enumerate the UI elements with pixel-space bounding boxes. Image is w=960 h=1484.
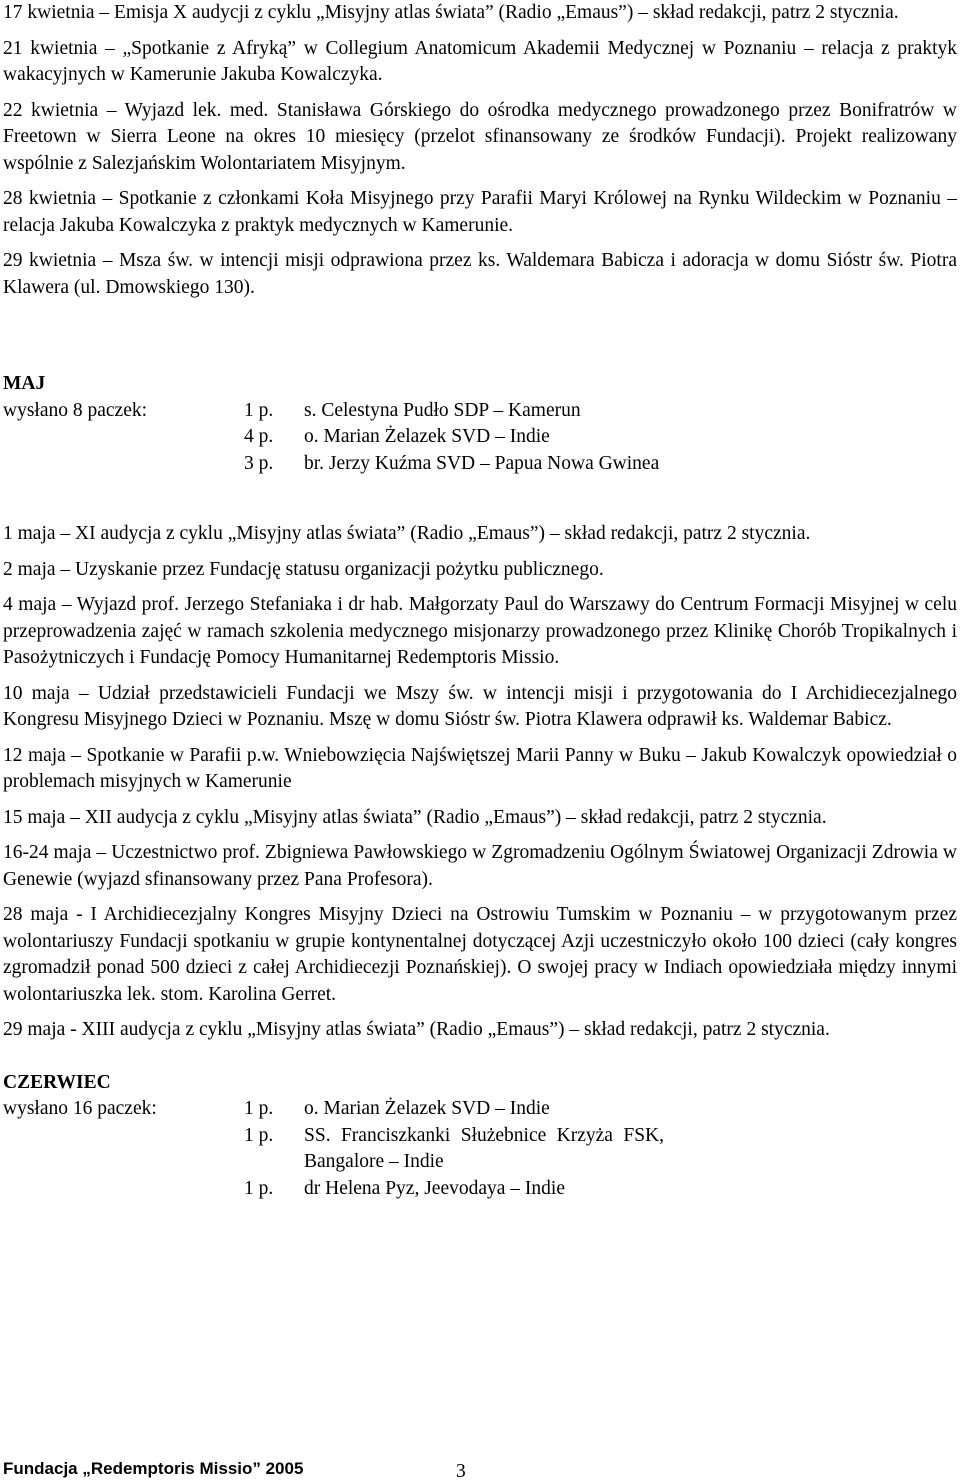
june-packages [3,1096,957,1202]
package-qty: 1 p. [244,1124,274,1146]
may-entry-4: 4 maja – Wyjazd prof. Jerzego Stefaniaka i dr hab. Małgorzaty Paul do Warszawy do Centrum Formacji Misyjnej w celu przeprowadzenia zajęć w ramach szkolenia medycznego misjonarzy prowadzonego przez Klinikę Chorób Tropikalnych i Pasożytniczych i Fundację Pomocy Humanitarnej Redemptoris Missio. [3,594,957,668]
document-page [3,0,957,1202]
package-recipient: dr Helena Pyz, Jeevodaya – Indie [304,1177,565,1199]
package-qty: 4 p. [244,426,274,447]
footer-organization: Fundacja „Redemptoris Missio” 2005 [3,1459,304,1478]
april-entry-29: 29 kwietnia – Msza św. w intencji misji odprawiona przez ks. Waldemara Babicza i adoracja w domu Sióstr św. Piotra Klawera (ul. Dmowskiego 130). [3,250,957,298]
may-entry-29: 29 maja - XIII audycja z cyklu „Misyjny atlas świata” (Radio „Emaus”) – skład redakcji, patrz 2 stycznia. [3,1019,830,1040]
package-recipient: br. Jerzy Kuźma SVD – Papua Nowa Gwinea [304,452,660,474]
april-entry-21: 21 kwietnia – „Spotkanie z Afryką” w Collegium Anatomicum Akademii Medycznej w Poznaniu – relacja z praktyk wakacyjnych w Kamerunie Jakuba Kowalczyka. [3,37,957,85]
package-qty: 1 p. [244,1098,274,1119]
may-entry-15: 15 maja – XII audycja z cyklu „Misyjny atlas świata” (Radio „Emaus”) – skład redakcji, patrz 2 stycznia. [3,806,827,828]
page-number: 3 [456,1461,466,1482]
month-heading-june: CZERWIEC [3,1071,111,1093]
april-entry-28: 28 kwietnia – Spotkanie z członkami Koła Misyjnego przy Parafii Maryi Królowej na Rynku Wildeckim w Poznaniu – relacja Jakuba Kowalczyka z praktyk medycznych w Kamerunie. [3,188,957,236]
month-heading-may: MAJ [3,373,46,394]
package-qty: 3 p. [244,452,274,474]
may-packages [3,398,957,478]
package-recipient: o. Marian Żelazek SVD – Indie [304,1098,550,1119]
package-qty: 1 p. [244,399,274,421]
may-entry-1: 1 maja – XI audycja z cyklu „Misyjny atlas świata” (Radio „Emaus”) – skład redakcji, patrz 2 stycznia. [3,523,811,544]
may-entry-12: 12 maja – Spotkanie w Parafii p.w. Wniebowzięcia Najświętszej Marii Panny w Buku – Jakub Kowalczyk opowiedział o problemach misyjnych w Kamerunie [3,744,957,792]
may-entry-28: 28 maja - I Archidiecezjalny Kongres Misyjny Dzieci na Ostrowiu Tumskim w Poznaniu – w przygotowanym przez wolontariuszy Fundacji spotkaniu w grupie kontynentalnej dotyczącej Azji uczestniczyło około 100 dzieci (cały kongres zgromadził ponad 500 dzieci z całej Archidiecezji Poznańskiej). O swojej pracy w Indiach opowiedziała między innymi wolontariuszka lek. stom. Karolina Gerret. [3,904,957,1005]
may-sent-label: wysłano 8 paczek: [3,399,148,421]
may-entry-10: 10 maja – Udział przedstawicieli Fundacji we Mszy św. w intencji misji i przygotowania do I Archidiecezjalnego Kongresu Misyjnego Dzieci w Poznaniu. Mszę w domu Sióstr św. Piotra Klawera odprawił ks. Waldemar Babicz. [3,682,957,730]
package-recipient: SS. Franciszkanki Służebnice Krzyża FSK, Bangalore – Indie [304,1124,664,1172]
april-entry-22: 22 kwietnia – Wyjazd lek. med. Stanisława Górskiego do ośrodka medycznego prowadzonego przez Bonifratrów w Freetown w Sierra Leone na okres 10 miesięcy (przelot sfinansowany ze środków Fundacji). Projekt realizowany wspólnie z Salezjańskim Wolontariatem Misyjnym. [3,99,957,174]
june-sent-label: wysłano 16 paczek: [3,1098,157,1119]
package-recipient: o. Marian Żelazek SVD – Indie [304,426,550,447]
may-entry-2: 2 maja – Uzyskanie przez Fundację statusu organizacji pożytku publicznego. [3,558,604,580]
may-entry-16-24: 16-24 maja – Uczestnictwo prof. Zbigniewa Pawłowskiego w Zgromadzeniu Ogólnym Światowej Organizacji Zdrowia w Genewie (wyjazd sfinansowany przez Pana Profesora). [3,842,957,890]
package-qty: 1 p. [244,1177,274,1199]
package-recipient: s. Celestyna Pudło SDP – Kamerun [304,399,581,421]
april-entry-17: 17 kwietnia – Emisja X audycji z cyklu „Misyjny atlas świata” (Radio „Emaus”) – skład redakcji, patrz 2 stycznia. [3,2,899,23]
